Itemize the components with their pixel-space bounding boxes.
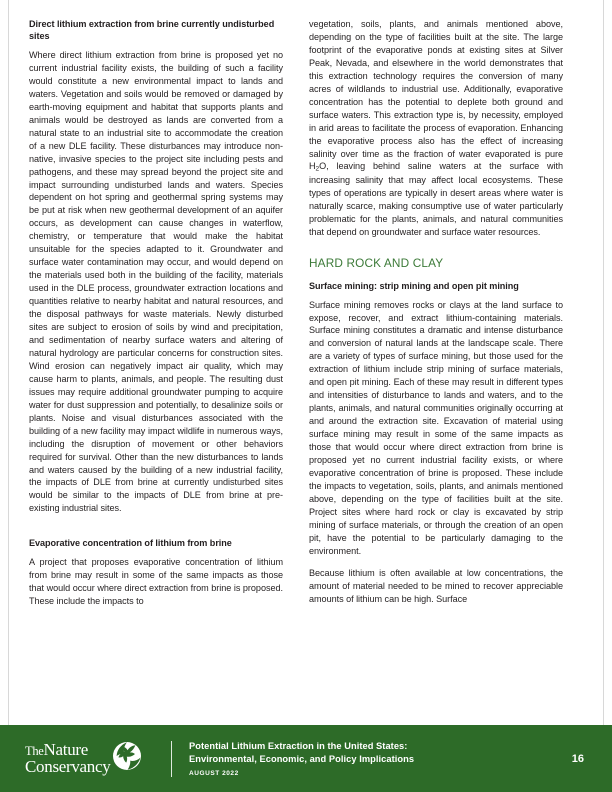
globe-leaf-icon [112,741,142,776]
the-nature-conservancy-logo [25,741,157,776]
logo-line-1 [25,739,110,759]
footer-title-line-2: Environmental, Economic, and Policy Implications [189,753,415,764]
logo-conservancy-word: Conservancy [25,756,111,776]
page-number: 16 [571,752,584,765]
logo-the-word: The [25,743,44,758]
right-column-paragraph-1 [309,18,563,239]
right-column-paragraph-1-part-b: O, leaving behind saline waters at the surface with increasing salinity that may affect local ecosystems. These types of operations are typically in desert areas where water is naturally scarce, making consumptive use of water particularly problematic for the plants, animals, and natural communities that depend on groundwater and surface water resources. [309,161,563,238]
left-column-heading-2: Evaporative concentration of lithium from brine [29,538,232,549]
water-formula-subscript: 2 [315,165,320,173]
section-heading-hard-rock-and-clay: HARD ROCK AND CLAY [309,256,444,271]
logo-nature-word: Nature [43,739,88,759]
right-column-paragraph-3: Because lithium is often available at low concentrations, the amount of material needed to be mined to recover appreciable amounts of lithium can be high. Surface [309,567,563,604]
left-column-paragraph-2: A project that proposes evaporative concentration of lithium from brine may result in some of the same impacts as those that would occur where direct extraction from brine is proposed. These include the impacts to [29,557,283,607]
right-column [309,18,563,725]
footer-date: AUGUST 2022 [189,769,239,777]
left-column-paragraph-1: Where direct lithium extraction from brine is proposed yet no current industrial facility exists, the building of such a facility would constitute a new environmental impact to lands and waters. Vegetation and soils would be removed or damaged by earth-moving equipment and habitat that supports plants and animals would be destroyed as lands are converted from a natural state to an industrial site to accommodate the creation of a new DLE facility. These disturbances may introduce non-native, invasive species to the project site including pests and pathogens, and these may spread beyond the project site and impact surrounding undisturbed lands and waters. Species dependent on hot spring and geothermal spring systems may be put at risk when new geothermal development of an aquifer occurs, as development can cause changes in waterflow, chemistry, or temperature that would make the habitat unsuitable for the species adapted to it. Groundwater and surface water contamination may occur, and would depend on the materials used both in the building of the facility, materials used in the DLE process, groundwater extraction locations and quantities relative to nearby habitat and natural resources, and the disposal pathways for waste materials. Newly disturbed sites are subject to erosion of soils by wind and precipitation, and sedimentation of nearby surface waters and altering of natural hydrology are particular concerns for construction sites. Wind erosion can negatively impact air quality, which may cause harm to plants, animals, and people. The resulting dust issues may require additional groundwater pumping to acquire water for dust suppression and potentially, to desalinize soils or plants. Noise and visual disturbances associated with the building of a new facility may impact wildlife in numerous ways, including the disruption of movement or other behaviors required for survival. Other than the new disturbances to lands and waters caused by the building of a new industrial facility, the impacts of DLE from brine at currently undisturbed sites would be similar to the impacts of DLE from brine at pre-existing industrial sites. [29,50,283,514]
footer-title-line-1: Potential Lithium Extraction in the United States: [189,741,408,752]
footer-divider [171,741,172,777]
right-column-sub-heading: Surface mining: strip mining and open pit mining [309,280,519,291]
footer-report-title [189,740,572,777]
page-footer [0,725,612,792]
left-column-heading: Direct lithium extraction from brine currently undisturbed sites [29,19,275,41]
logo-wordmark [25,739,111,776]
right-column-paragraph-2: Surface mining removes rocks or clays at the land surface to expose, recover, and extract lithium-containing materials. Surface mining constitutes a dramatic and intense disturbance and conversion of natural lands at the landscape scale. There are a variety of types of surface mining, but those used for the extraction of lithium include strip mining of surface materials, and open pit mining. Each of these may result in different types and intensities of disturbance to lands and waters, and to the plants, animals, and natural communities originally occurring at and around the extraction site. Excavation of material using surface mining may result in some of the same impacts as those that would occur where direct extraction from brine is proposed yet no current industrial facility exists, or where evaporative concentration of brine is proposed. These include the impacts to vegetation, soils, plants, and animals mentioned above, depending on the type of facilities built at the site. Project sites where hard rock or clay is excavated by strip mining of surface materials, or through the creation of an open pit, have the potential to be particularly damaging to the environment. [309,299,563,556]
right-column-paragraph-1-part-a: vegetation, soils, plants, and animals mentioned above, depending on the type of facilities built at the site. The large footprint of the evaporative ponds at existing sites at Silver Peak, Nevada, and elsewhere in the world demonstrates that this extraction technology requires the conversion of many acres of wildlands to industrial use. Additionally, evaporative concentration has the potential to deplete both ground and surface waters. This extraction type is, by necessity, employed in arid areas to facilitate the process of evaporation. Enhancing the evaporative process also has the effect of increasing salinity over time as the fraction of water evaporated is pure H [309,19,563,172]
left-column [29,18,283,725]
